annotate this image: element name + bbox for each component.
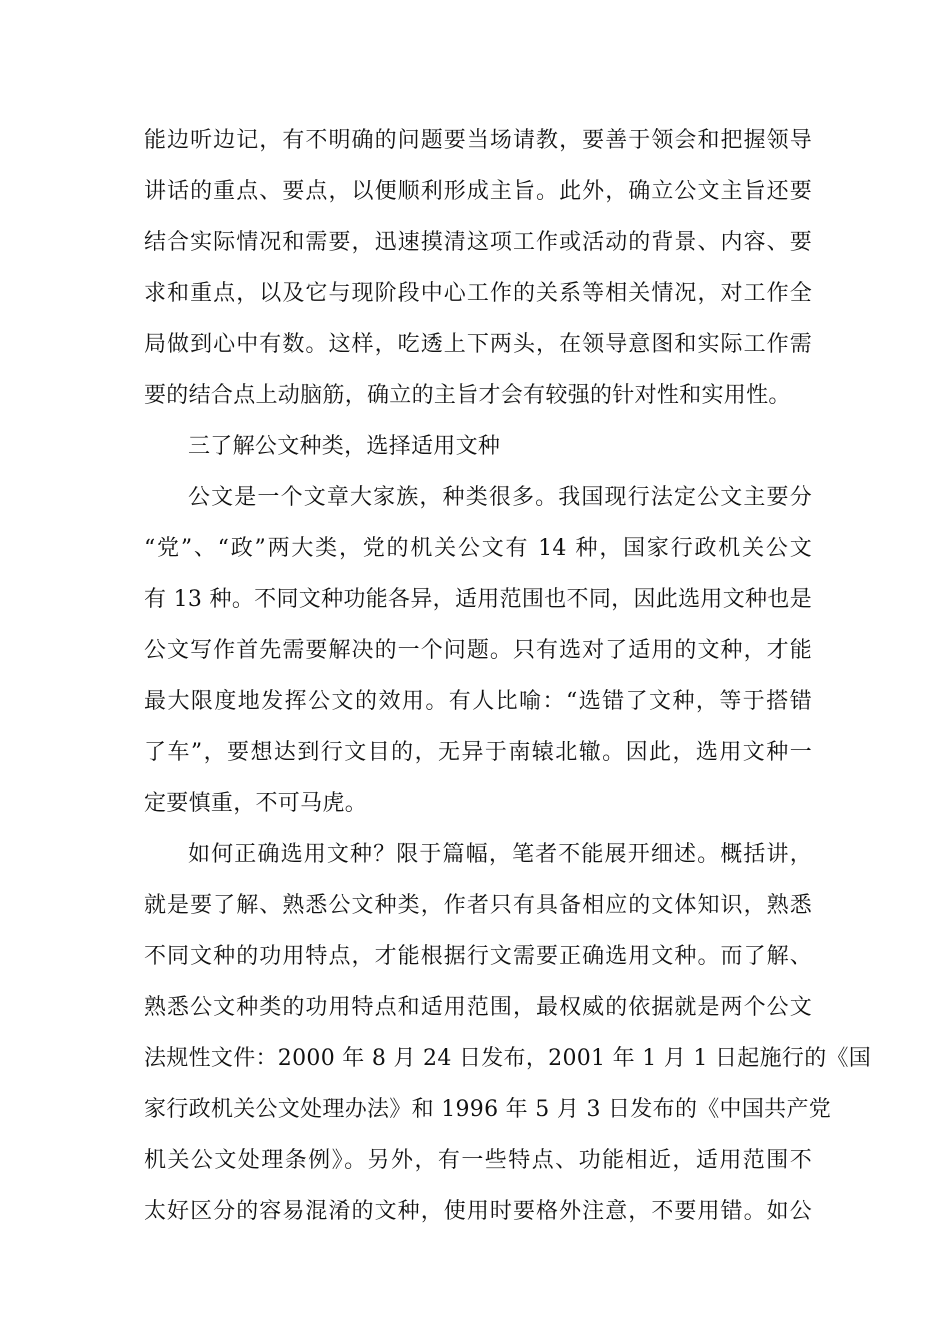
body-line: 如何正确选用文种？限于篇幅，笔者不能展开细述。概括讲， [188, 842, 812, 867]
body-line: 机关公文处理条例》。另外，有一些特点、功能相近，适用范围不 [144, 1148, 812, 1173]
body-line: 最大限度地发挥公文的效用。有人比喻：“选错了文种，等于搭错 [144, 689, 812, 714]
body-line: 太好区分的容易混淆的文种，使用时要格外注意，不要用错。如公 [144, 1199, 812, 1224]
body-line: 要的结合点上动脑筋，确立的主旨才会有较强的针对性和实用性。 [144, 383, 791, 408]
body-line: 局做到心中有数。这样，吃透上下两头，在领导意图和实际工作需 [144, 332, 812, 357]
section-heading: 三了解公文种类，选择适用文种 [188, 434, 501, 459]
document-body [144, 115, 872, 1237]
body-line: 了车”，要想达到行文目的，无异于南辕北辙。因此，选用文种一 [144, 740, 812, 765]
body-line: 结合实际情况和需要，迅速摸清这项工作或活动的背景、内容、要 [144, 230, 812, 255]
body-line: 不同文种的功用特点，才能根据行文需要正确选用文种。而了解、 [144, 944, 812, 969]
body-line: 就是要了解、熟悉公文种类，作者只有具备相应的文体知识，熟悉 [144, 893, 812, 918]
body-line: 有 13 种。不同文种功能各异，适用范围也不同，因此选用文种也是 [144, 587, 812, 612]
body-line: “党”、“政”两大类，党的机关公文有 14 种，国家行政机关公文 [144, 536, 812, 561]
body-line: 法规性文件：2000 年 8 月 24 日发布，2001 年 1 月 1 日起施行的《国 [144, 1046, 872, 1071]
body-line: 定要慎重，不可马虎。 [144, 791, 368, 816]
body-line: 求和重点，以及它与现阶段中心工作的关系等相关情况，对工作全 [144, 281, 812, 306]
body-line: 熟悉公文种类的功用特点和适用范围，最权威的依据就是两个公文 [144, 995, 812, 1020]
body-line: 公文是一个文章大家族，种类很多。我国现行法定公文主要分 [188, 485, 812, 510]
body-line: 家行政机关公文处理办法》和 1996 年 5 月 3 日发布的《中国共产党 [144, 1097, 832, 1122]
body-line: 公文写作首先需要解决的一个问题。只有选对了适用的文种，才能 [144, 638, 812, 663]
body-line: 讲话的重点、要点，以便顺利形成主旨。此外，确立公文主旨还要 [144, 179, 812, 204]
body-line: 能边听边记，有不明确的问题要当场请教，要善于领会和把握领导 [144, 128, 812, 153]
